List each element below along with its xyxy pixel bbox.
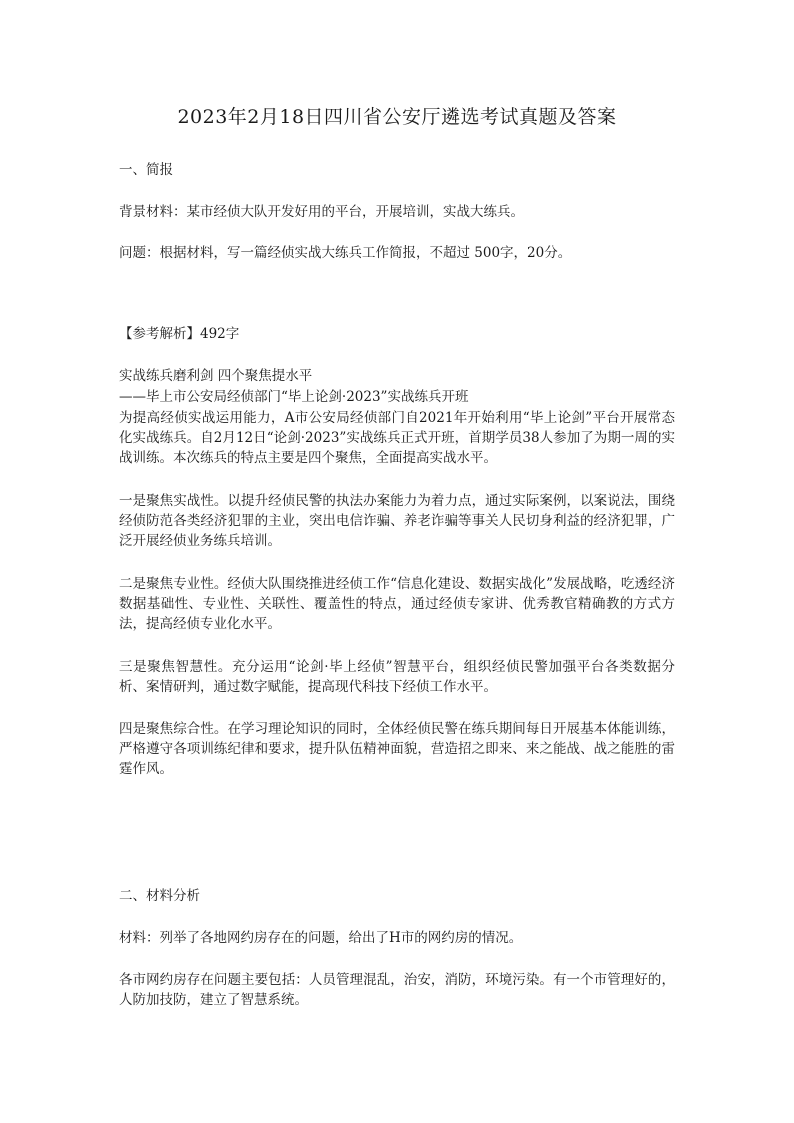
point-1-paragraph: 一是聚焦实战性。以提升经侦民警的执法办案能力为着力点，通过实际案例，以案说法，围绕经侦防范各类经济犯罪的主业，突出电信诈骗、养老诈骗等事关人民切身利益的经济犯罪，广泛开展经侦业务练兵培训。 (119, 493, 675, 549)
material-text: 材料：列举了各地网约房存在的问题，给出了H市的网约房的情况。 (119, 930, 523, 946)
answer-subtitle: ——毕上市公安局经侦部门“毕上论剑·2023”实战练兵开班 (119, 389, 469, 405)
point-3-paragraph: 三是聚焦智慧性。充分运用“论剑·毕上经侦”智慧平台，组织经侦民警加强平台各类数据分析、案情研判，通过数字赋能，提高现代科技下经侦工作水平。 (119, 659, 675, 695)
point-2-paragraph: 二是聚焦专业性。经侦大队围绕推进经侦工作“信息化建设、数据实战化”发展战略，吃透经济数据基础性、专业性、关联性、覆盖性的特点，通过经侦专家讲、优秀教官精确教的方式方法，提高经侦专业化水平。 (119, 576, 675, 632)
answer-label: 【参考解析】492字 (119, 326, 240, 342)
section2-heading: 二、材料分析 (119, 888, 200, 904)
background-material: 背景材料：某市经侦大队开发好用的平台，开展培训，实战大练兵。 (119, 204, 524, 220)
point-4-paragraph: 四是聚焦综合性。在学习理论知识的同时，全体经侦民警在练兵期间每日开展基本体能训练，严格遵守各项训练纪律和要求，提升队伍精神面貌，营造招之即来、来之能战、战之能胜的雷霆作风。 (119, 721, 675, 777)
problems-paragraph: 各市网约房存在问题主要包括：人员管理混乱，治安，消防，环境污染。有一个市管理好的，人防加技防，建立了智慧系统。 (119, 972, 675, 1008)
section1-heading: 一、简报 (119, 162, 173, 178)
answer-intro-paragraph: 为提高经侦实战运用能力，A市公安局经侦部门自2021年开始利用“毕上论剑”平台开展常态化实战练兵。自2月12日“论剑·2023”实战练兵正式开班，首期学员38人参加了为期一周的实战训练。本次练兵的特点主要是四个聚焦，全面提高实战水平。 (119, 410, 675, 466)
answer-title: 实战练兵磨利剑 四个聚焦提水平 (119, 368, 313, 384)
question-text: 问题：根据材料，写一篇经侦实战大练兵工作简报，不超过 500字，20分。 (119, 245, 572, 261)
document-title: 2023年2月18日四川省公安厅遴选考试真题及答案 (177, 106, 617, 128)
